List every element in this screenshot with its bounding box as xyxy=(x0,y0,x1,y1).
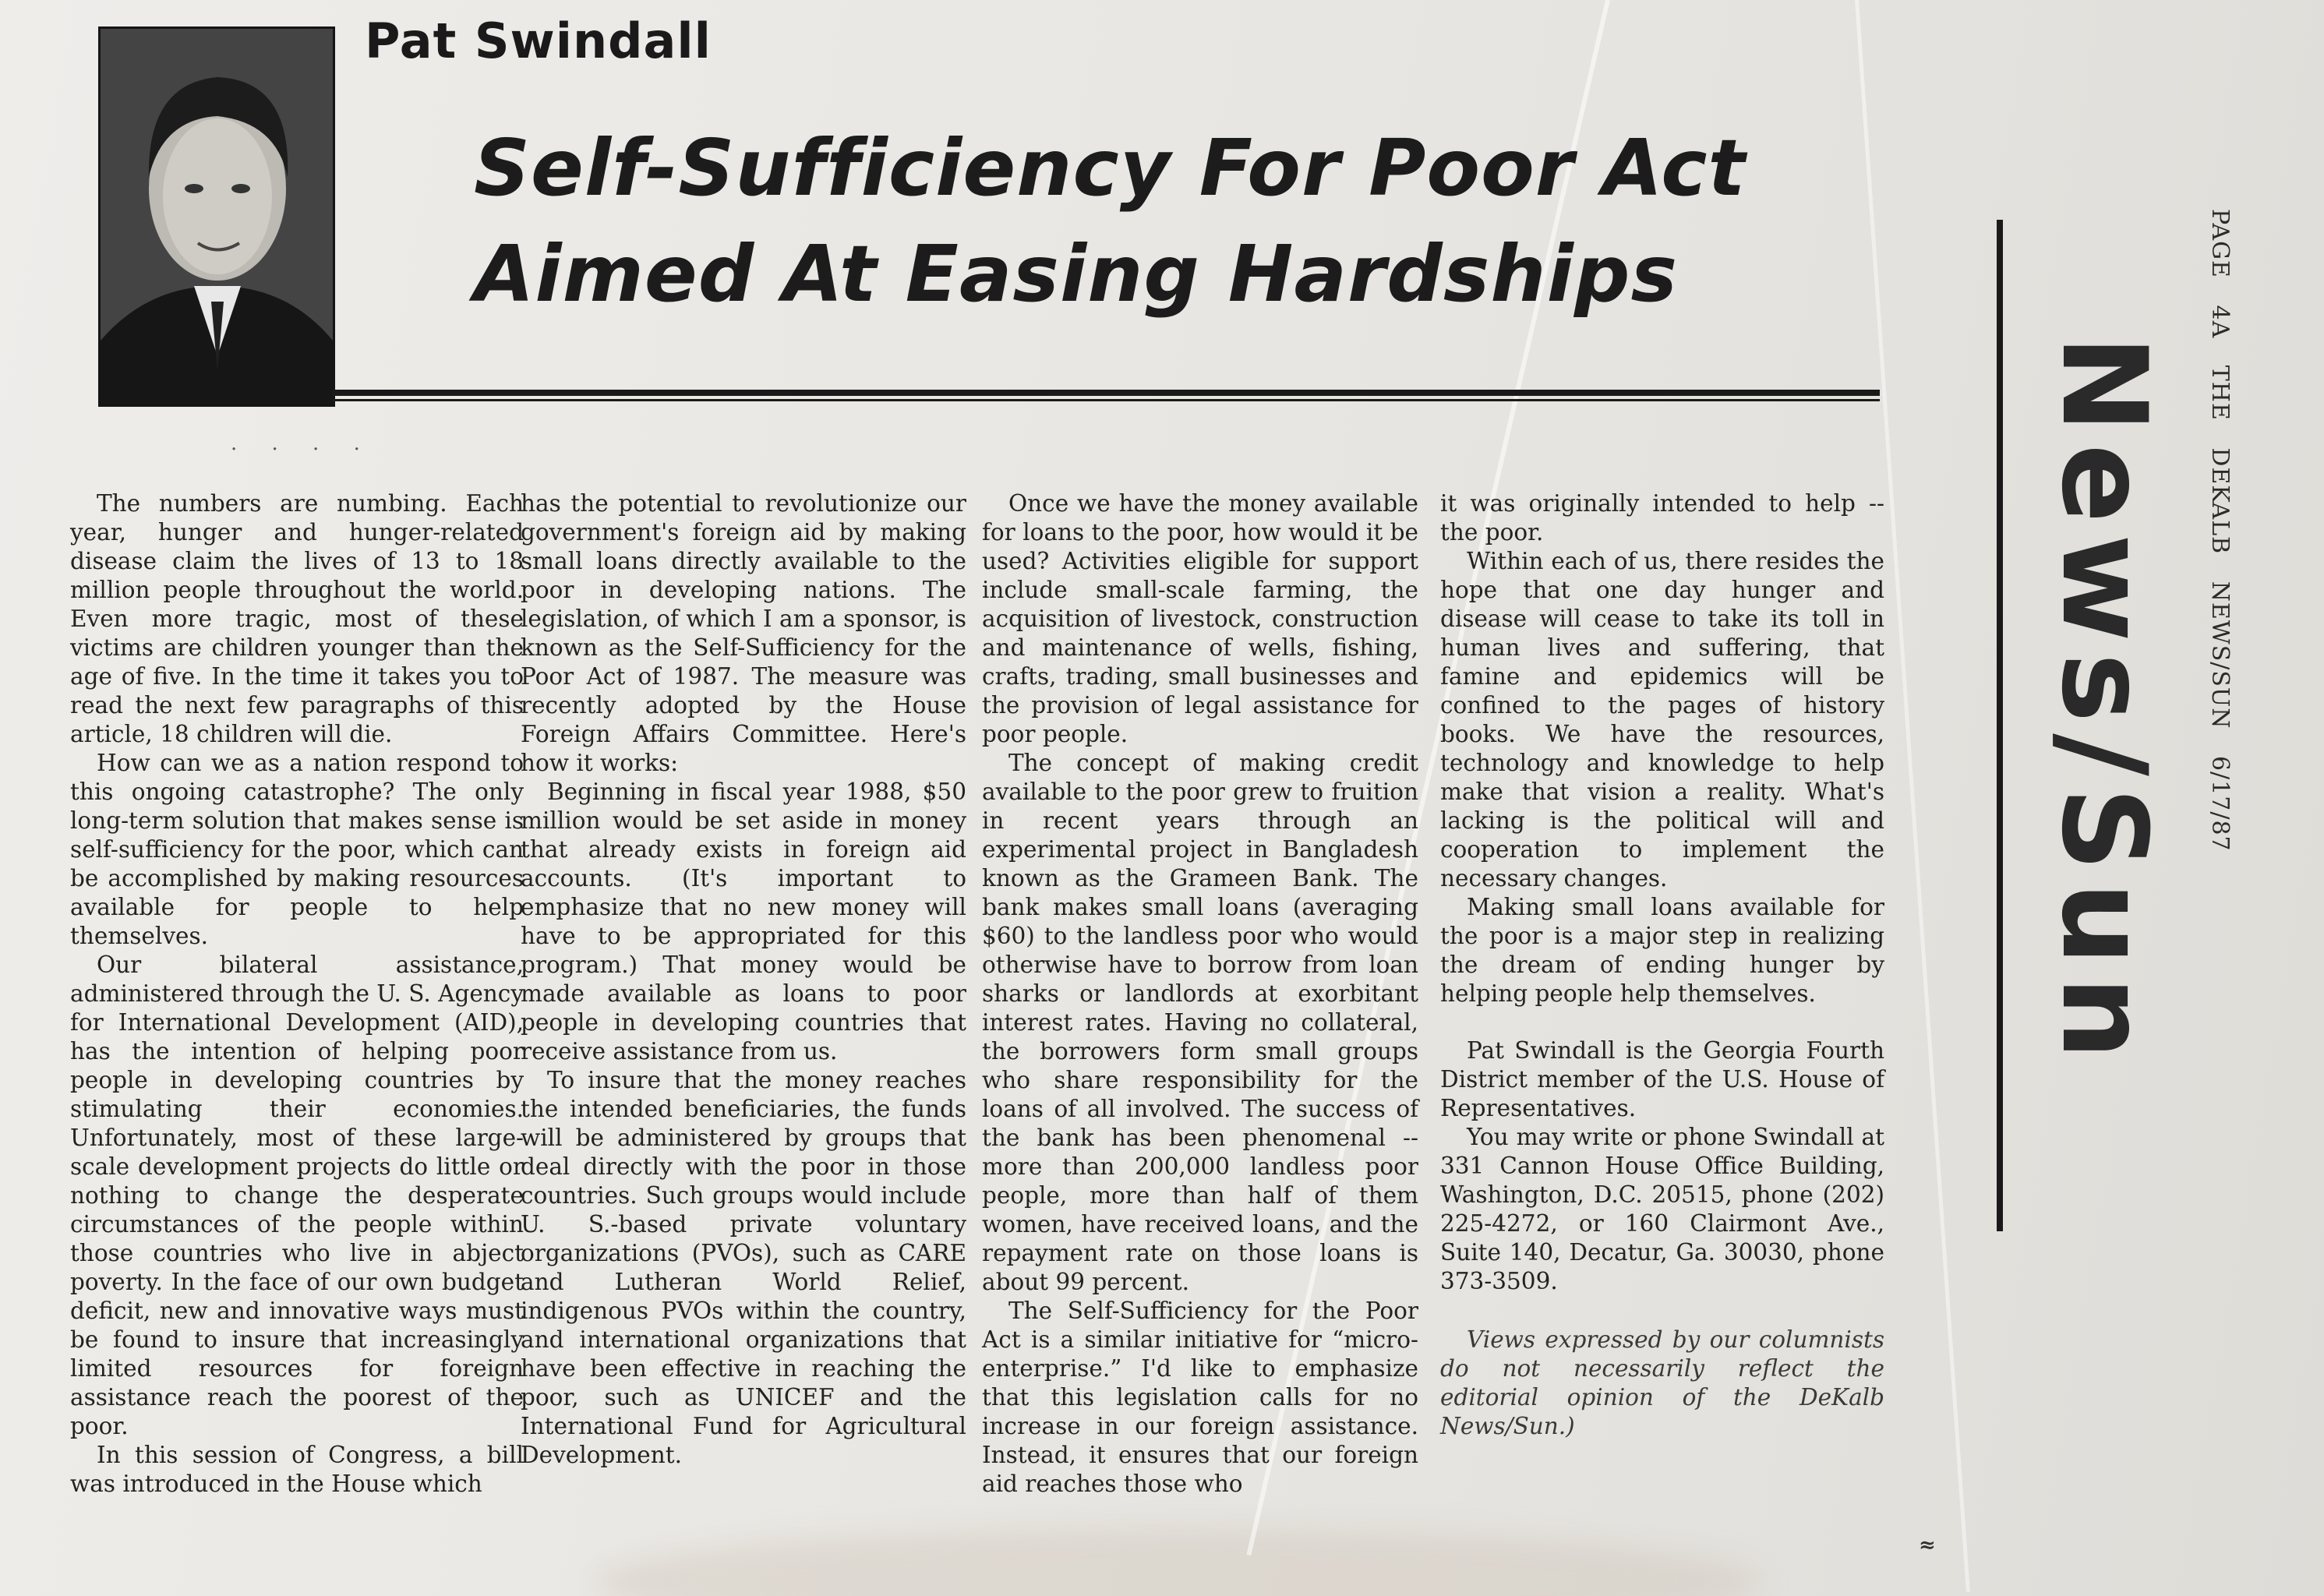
headline-rule-thin xyxy=(332,399,1880,401)
editorial-disclaimer: Views expressed by our columnists do not necessarily reflect the editorial opinion of the DeKalb News/Sun.) xyxy=(1440,1326,1884,1439)
headline-rule xyxy=(332,390,1880,396)
masthead-rule xyxy=(1997,220,2003,1231)
paragraph: Within each of us, there resides the hope that one day hunger and disease will cease to take its toll in human lives and suffering, that famine and epidemics will be confined to the pages of history books. We have the resources, technology and knowledge to help make that vision a reality. What's lacking is the political will and cooperation to implement the necessary changes. xyxy=(1440,548,1884,892)
author-bio: Pat Swindall is the Georgia Fourth District member of the U.S. House of Representatives. xyxy=(1440,1037,1884,1121)
author-byline: Pat Swindall xyxy=(365,12,712,69)
headline-line-2: Aimed At Easing Hardships xyxy=(474,228,1678,320)
water-stain xyxy=(592,1527,1761,1596)
author-contact: You may write or phone Swindall at 331 Cannon House Office Building, Washington, D.C. 20515, phone (202) 225-4272, or 160 Clairmont Ave., Suite 140, Decatur, Ga. 30030, phone 373-3509. xyxy=(1440,1124,1884,1294)
article-column-1 xyxy=(70,489,524,1499)
article-column-4 xyxy=(1440,489,1884,1441)
paragraph: it was originally intended to help -- the poor. xyxy=(1440,490,1884,546)
masthead: News/Sun xyxy=(2036,335,2171,1071)
paragraph: Once we have the money available for loans to the poor, how would it be used? Activities eligible for support include small-scale farming, the acquisition of livestock, construction and maintenance of wells, fishing, crafts, trading, small businesses and the provision of legal assistance for poor people. xyxy=(982,490,1418,747)
paragraph: The Self-Sufficiency for the Poor Act is a similar initiative for “micro-enterprise.” I'd like to emphasize that this legislation calls for no increase in our foreign assistance. Instead, it ensures that our foreign aid reaches those who xyxy=(982,1298,1418,1497)
paragraph: The numbers are numbing. Each year, hunger and hunger-related disease claim the lives of 13 to 18 million people throughout the world. Even more tragic, most of these victims are children younger than the age of five. In the time it takes you to read the next few paragraphs of this article, 18 children will die. xyxy=(70,490,524,747)
paragraph: Making small loans available for the poor is a major step in realizing the dream of ending hunger by helping people help themselves. xyxy=(1440,894,1884,1007)
paragraph: How can we as a nation respond to this ongoing catastrophe? The only long-term solution that makes sense is self-sufficiency for the poor, which can be accomplished by making resources available for people to help themselves. xyxy=(70,750,524,949)
article-column-3 xyxy=(982,489,1418,1499)
paragraph: Our bilateral assistance, administered through the U. S. Agency for International Development (AID), has the intention of helping poor people in developing countries by stimulating their economies. Unfortunately, most of these large-scale development projects do little or nothing to change the desperate circumstances of the people within those countries who live in abject poverty. In the face of our own budget deficit, new and innovative ways must be found to insure that increasingly limited resources for foreign assistance reach the poorest of the poor. xyxy=(70,952,524,1439)
article-column-2 xyxy=(521,489,966,1470)
paragraph: Beginning in fiscal year 1988, $50 million would be set aside in money that already exists in foreign aid accounts. (It's important to emphasize that no new money will have to be appropriated for this program.) That money would be made available as loans to poor people in developing countries that receive assistance from us. xyxy=(521,779,966,1065)
paragraph: has the potential to revolutionize our government's foreign aid by making small loans directly available to the poor in developing nations. The legislation, of which I am a sponsor, is known as the Self-Sufficiency for the Poor Act of 1987. The measure was recently adopted by the House Foreign Affairs Committee. Here's how it works: xyxy=(521,490,966,776)
ink-mark: ≈ xyxy=(1919,1534,1936,1557)
paragraph: In this session of Congress, a bill was introduced in the House which xyxy=(70,1442,524,1497)
headline-line-1: Self-Sufficiency For Poor Act xyxy=(474,122,1747,214)
ink-specks: · · · · xyxy=(231,438,374,461)
page-folio: PAGE 4A THE DEKALB NEWS/SUN 6/17/87 xyxy=(2206,209,2234,852)
paragraph: The concept of making credit available to the poor grew to fruition in recent years through an experimental project in Bangladesh known as the Grameen Bank. The bank makes small loans (averaging $60) to the landless poor who would otherwise have to borrow from loan sharks or landlords at exorbitant interest rates. Having no collateral, the borrowers form small groups who share responsibility for the loans of all involved. The success of the bank has been phenomenal -- more than 200,000 landless poor people, more than half of them women, have received loans, and the repayment rate on those loans is about 99 percent. xyxy=(982,750,1418,1295)
author-photo xyxy=(98,26,335,407)
headline xyxy=(474,115,1746,327)
paragraph: To insure that the money reaches the intended beneficiaries, the funds will be administered by groups that deal directly with the poor in those countries. Such groups would include U. S.-based private voluntary organizations (PVOs), such as CARE and Lutheran World Relief, indigenous PVOs within the country, and international organizations that have been effective in reaching the poor, such as UNICEF and the International Fund for Agricultural Development. xyxy=(521,1067,966,1468)
